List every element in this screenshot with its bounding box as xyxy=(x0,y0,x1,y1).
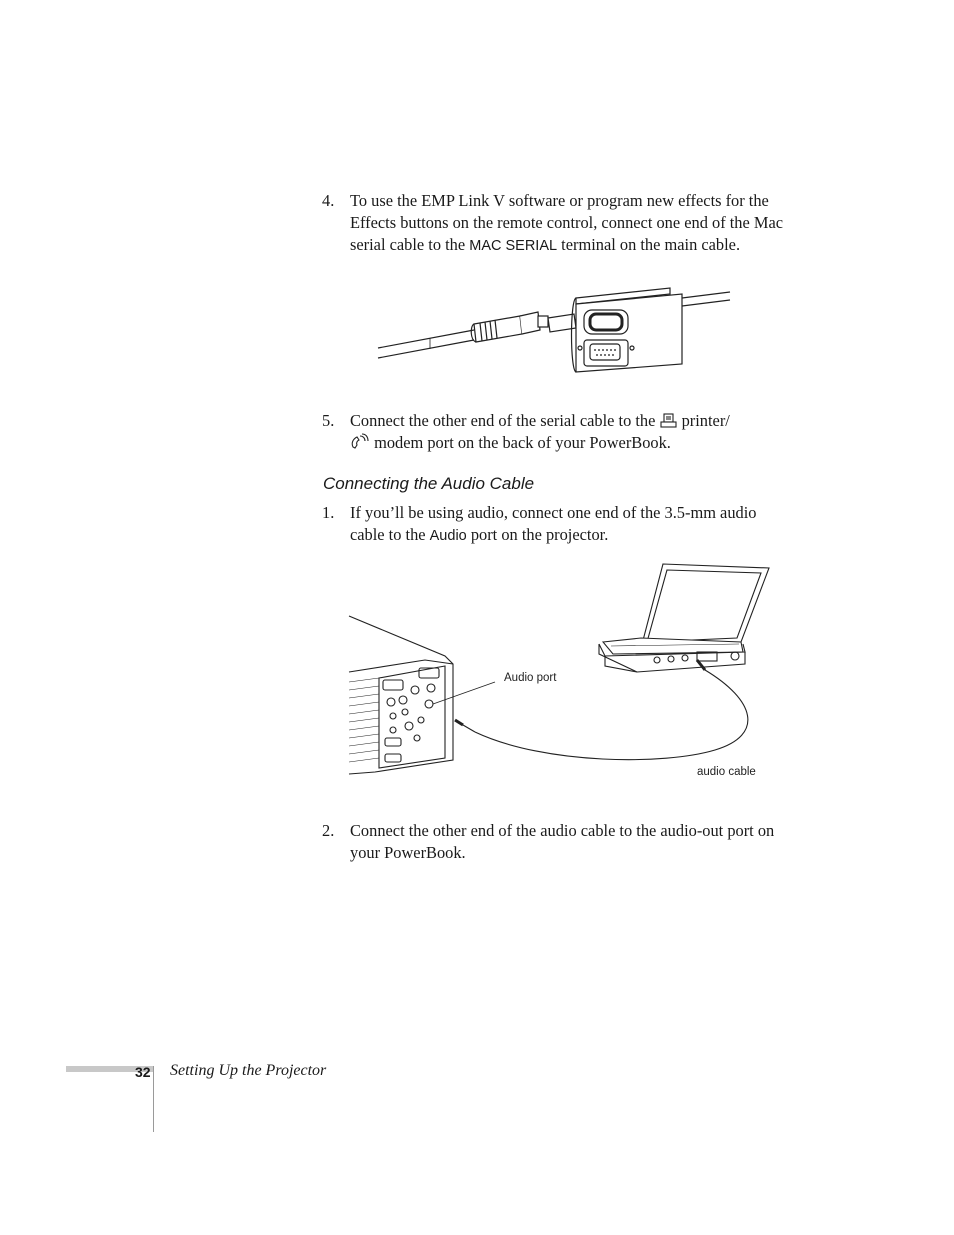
audio-cable-illustration xyxy=(345,560,775,790)
step-5 xyxy=(322,410,792,454)
printer-icon xyxy=(660,413,678,429)
footer-divider xyxy=(153,1066,154,1132)
step-number: 5. xyxy=(322,411,335,430)
term-audio: Audio xyxy=(429,528,467,544)
step-text: Connect the other end of the audio cable to the audio-out port on your PowerBook. xyxy=(350,821,775,862)
section-heading: Connecting the Audio Cable xyxy=(323,474,535,493)
chapter-title: Setting Up the Projector xyxy=(170,1062,327,1079)
step-4 xyxy=(322,190,792,257)
serial-cable-illustration xyxy=(370,282,740,382)
step-2 xyxy=(322,820,792,864)
term-mac-serial: MAC SERIAL xyxy=(469,238,558,254)
step-1 xyxy=(322,502,792,547)
step-number: 2. xyxy=(322,821,335,840)
step-number: 1. xyxy=(322,503,335,522)
step-text: Connect the other end of the serial cable to the printer/ modem port on the back of your PowerBook. xyxy=(350,411,730,452)
step-number: 4. xyxy=(322,191,335,210)
modem-icon xyxy=(350,433,370,451)
audio-cable-label: audio cable xyxy=(697,766,756,778)
step-text: To use the EMP Link V software or program new effects for the Effects buttons on the remote control, connect one end of the Mac serial cable to the MAC SERIAL terminal on the main cable. xyxy=(350,191,783,254)
page-number: 32 xyxy=(135,1064,151,1080)
step-text: If you’ll be using audio, connect one end of the 3.5-mm audio cable to the Audio port on the projector. xyxy=(350,503,757,544)
audio-port-label: Audio port xyxy=(504,672,557,684)
